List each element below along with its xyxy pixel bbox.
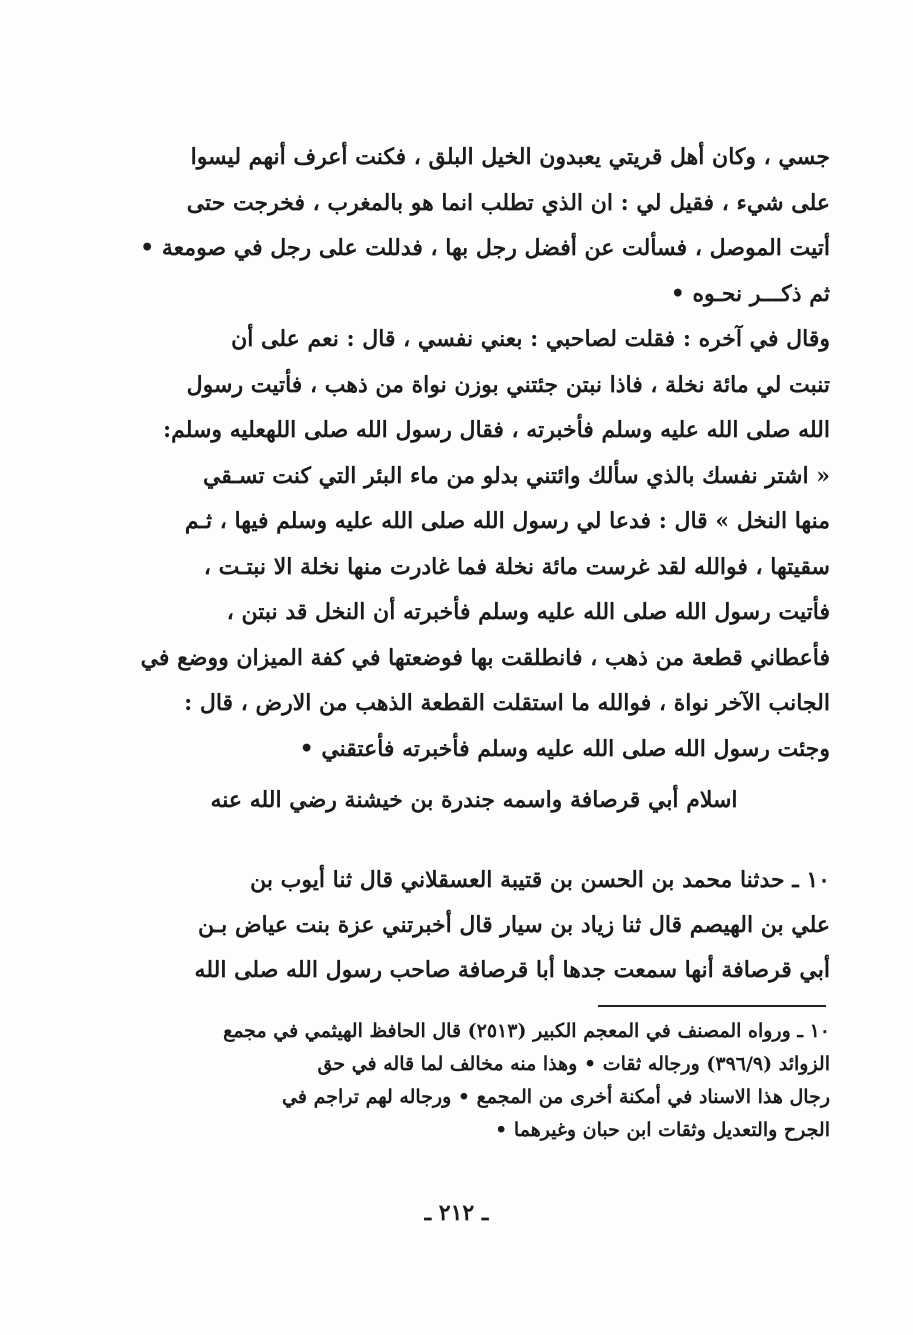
footnote-line: الجرح والتعديل وثقات ابن حبان وغيرهما • (495, 1119, 830, 1141)
text-line: ١٠ ـ حدثنا محمد بن الحسن بن قتيبة العسقلاني قال ثنا أيوب بن (250, 867, 830, 893)
text-line: فأتيت رسول الله صلى الله عليه وسلم فأخبرته أن النخل قد نبتن ، (226, 599, 830, 625)
text-line: فأعطاني قطعة من ذهب ، فانطلقت بها فوضعتها في كفة الميزان ووضع في (140, 644, 830, 671)
text-line: على شيء ، فقيل لي : ان الذي تطلب انما هو بالمغرب ، فخرجت حتى (186, 189, 830, 216)
text-line: منها النخل » قال : فدعا لي رسول الله صلى الله عليه وسلم فيها ، ثـم (184, 508, 830, 534)
text-line: وجئت رسول الله صلى الله عليه وسلم فأخبرته فأعتقني • (299, 735, 830, 762)
page-number: ـ ٢١٢ ـ (424, 1200, 489, 1226)
text-line: « اشتر نفسك بالذي سألك وائتني بدلو من ماء البئر التي كنت تسـقي (202, 462, 830, 489)
text-line: أبي قرصافة أنها سمعت جدها أبا قرصافة صاحب رسول الله صلى الله (194, 957, 830, 983)
text-line: الجانب الآخر نواة ، فوالله ما استقلت القطعة الذهب من الارض ، قال : (184, 690, 830, 716)
text-line: الله صلى الله عليه وسلم فأخبرته ، فقال رسول الله صلى اللهعليه وسلم: (162, 417, 830, 443)
footnote-block (118, 1015, 830, 1147)
hadith-text-block (118, 858, 830, 993)
text-line: جسي ، وكان أهل قريتي يعبدون الخيل البلق ، فكنت أعرف أنهم ليسوا (190, 144, 830, 170)
footnote-divider (598, 1005, 826, 1007)
footnote-line: رجال هذا الاسناد في أمكنة أخرى من المجمع • ورجاله لهم تراجم في (282, 1086, 830, 1108)
text-line: أتيت الموصل ، فسألت عن أفضل رجل بها ، فدللت على رجل في صومعة • (140, 235, 830, 261)
text-line: وقال في آخره : فقلت لصاحبي : بعني نفسي ، قال : نعم على أن (231, 326, 830, 352)
footnote-line: ١٠ ـ ورواه المصنف في المعجم الكبير (٢٥١٣) قال الحافظ الهيثمي في مجمع (223, 1020, 830, 1042)
section-heading: اسلام أبي قرصافة واسمه جندرة بن خيشنة رضي الله عنه (210, 787, 738, 813)
footnote-line: الزوائد (٣٩٦/٩) ورجاله ثقات • وهذا منه مخالف لما قاله في حق (317, 1053, 830, 1075)
text-line: علي بن الهيصم قال ثنا زياد بن سيار قال أخبرتني عزة بنت عياض بـن (197, 912, 830, 938)
text-line: سقيتها ، فوالله لقد غرست مائة نخلة فما غادرت منها نخلة الا نبتـت ، (203, 553, 830, 580)
text-line: ثم ذكـــر نحـوه • (670, 280, 830, 307)
main-text-block (118, 135, 830, 772)
text-line: تنبت لي مائة نخلة ، فاذا نبتن جئتني بوزن نواة من ذهب ، فأتيت رسول (186, 371, 830, 398)
